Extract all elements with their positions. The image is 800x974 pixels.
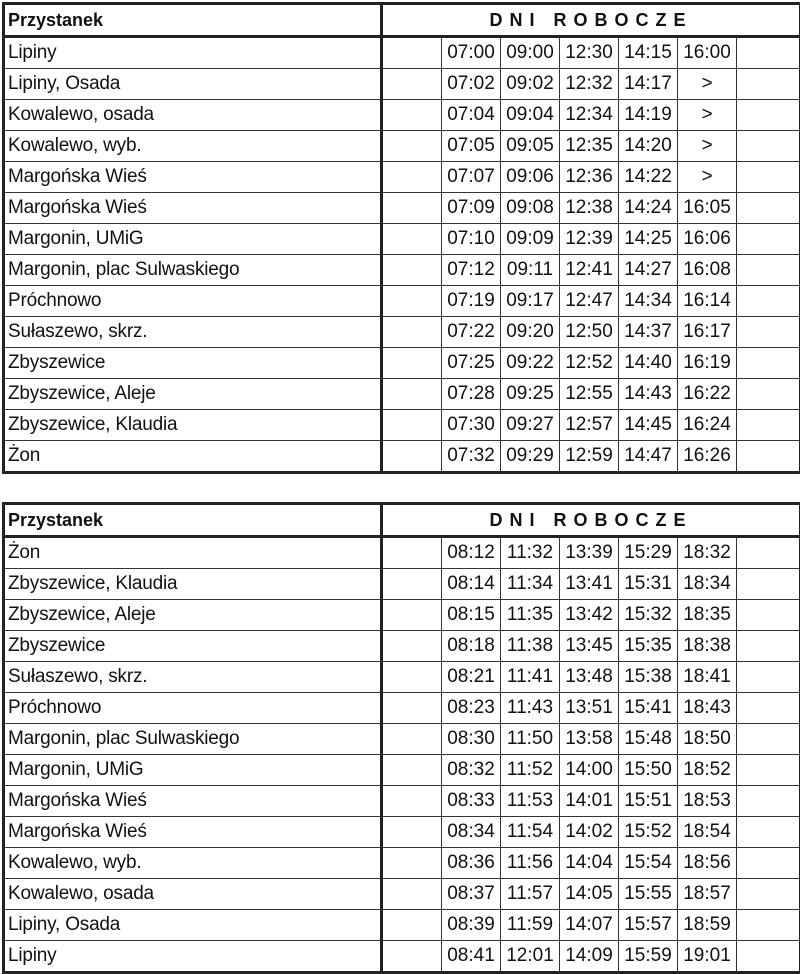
empty-cell: [737, 379, 800, 410]
timetable-body: [4, 37, 800, 473]
departure-time: 14:47: [619, 441, 678, 473]
timetable-outbound: [2, 2, 800, 474]
departure-time: 15:51: [619, 786, 678, 817]
departure-time: 13:45: [560, 631, 619, 662]
stop-name: Lipiny, Osada: [4, 910, 382, 941]
departure-time: 11:57: [501, 879, 560, 910]
departure-time: 11:50: [501, 724, 560, 755]
stop-name: Kowalewo, osada: [4, 100, 382, 131]
departure-time: 12:52: [560, 348, 619, 379]
departure-time: 08:41: [442, 941, 501, 973]
departure-time: 11:34: [501, 569, 560, 600]
departure-time: 15:59: [619, 941, 678, 973]
departure-time: 14:24: [619, 193, 678, 224]
empty-cell: [737, 162, 800, 193]
stop-column-header: Przystanek: [4, 504, 382, 537]
departure-time: 12:55: [560, 379, 619, 410]
departure-time: 19:01: [678, 941, 737, 973]
departure-time: 07:07: [442, 162, 501, 193]
weekdays-header: DNI ROBOCZE: [382, 504, 800, 537]
empty-cell: [737, 662, 800, 693]
stop-name: Margonin, plac Sulwaskiego: [4, 724, 382, 755]
stop-name: Margonin, UMiG: [4, 755, 382, 786]
empty-cell: [382, 662, 442, 693]
departure-time: 09:08: [501, 193, 560, 224]
departure-time: 16:26: [678, 441, 737, 473]
stop-name: Żon: [4, 537, 382, 569]
departure-time: 08:32: [442, 755, 501, 786]
departure-time: 12:30: [560, 37, 619, 69]
stop-name: Zbyszewice, Klaudia: [4, 410, 382, 441]
departure-time: 18:53: [678, 786, 737, 817]
empty-cell: [382, 162, 442, 193]
departure-time: 16:22: [678, 379, 737, 410]
departure-time: 08:14: [442, 569, 501, 600]
empty-cell: [737, 441, 800, 473]
table-row: [4, 317, 800, 348]
empty-cell: [737, 69, 800, 100]
departure-time: 15:54: [619, 848, 678, 879]
departure-time: 15:32: [619, 600, 678, 631]
departure-time: 13:58: [560, 724, 619, 755]
empty-cell: [382, 848, 442, 879]
departure-time: 16:19: [678, 348, 737, 379]
departure-time: 18:59: [678, 910, 737, 941]
departure-time: 14:25: [619, 224, 678, 255]
empty-cell: [382, 817, 442, 848]
empty-cell: [382, 910, 442, 941]
stop-name: Lipiny: [4, 941, 382, 973]
stop-name: Sułaszewo, skrz.: [4, 662, 382, 693]
empty-cell: [382, 441, 442, 473]
empty-cell: [382, 286, 442, 317]
departure-time: 16:17: [678, 317, 737, 348]
departure-time: 13:48: [560, 662, 619, 693]
empty-cell: [382, 569, 442, 600]
departure-time: 08:33: [442, 786, 501, 817]
empty-cell: [737, 286, 800, 317]
departure-time: 12:01: [501, 941, 560, 973]
empty-cell: [737, 317, 800, 348]
departure-time: 16:06: [678, 224, 737, 255]
empty-cell: [737, 131, 800, 162]
table-row: [4, 193, 800, 224]
departure-time: >: [678, 131, 737, 162]
table-row: [4, 600, 800, 631]
empty-cell: [737, 37, 800, 69]
empty-cell: [382, 379, 442, 410]
departure-time: 09:04: [501, 100, 560, 131]
timetable-header-row: [4, 504, 800, 537]
departure-time: >: [678, 100, 737, 131]
departure-time: 09:17: [501, 286, 560, 317]
empty-cell: [737, 848, 800, 879]
departure-time: 12:39: [560, 224, 619, 255]
empty-cell: [737, 879, 800, 910]
departure-time: 11:59: [501, 910, 560, 941]
departure-time: 16:24: [678, 410, 737, 441]
departure-time: 08:23: [442, 693, 501, 724]
departure-time: 12:38: [560, 193, 619, 224]
departure-time: 14:20: [619, 131, 678, 162]
empty-cell: [737, 910, 800, 941]
stop-name: Margońska Wieś: [4, 786, 382, 817]
table-row: [4, 100, 800, 131]
empty-cell: [382, 786, 442, 817]
departure-time: 07:02: [442, 69, 501, 100]
stop-name: Kowalewo, wyb.: [4, 131, 382, 162]
departure-time: 11:56: [501, 848, 560, 879]
departure-time: 14:04: [560, 848, 619, 879]
departure-time: 09:06: [501, 162, 560, 193]
departure-time: 09:00: [501, 37, 560, 69]
departure-time: 14:17: [619, 69, 678, 100]
stop-name: Próchnowo: [4, 286, 382, 317]
stop-name: Żon: [4, 441, 382, 473]
departure-time: 09:02: [501, 69, 560, 100]
timetable-body: [4, 537, 800, 973]
empty-cell: [382, 537, 442, 569]
departure-time: 08:37: [442, 879, 501, 910]
table-row: [4, 693, 800, 724]
table-row: [4, 817, 800, 848]
departure-time: 15:41: [619, 693, 678, 724]
departure-time: 14:15: [619, 37, 678, 69]
stop-name: Kowalewo, wyb.: [4, 848, 382, 879]
departure-time: 11:54: [501, 817, 560, 848]
table-row: [4, 755, 800, 786]
empty-cell: [737, 817, 800, 848]
departure-time: 14:40: [619, 348, 678, 379]
stop-name: Sułaszewo, skrz.: [4, 317, 382, 348]
table-row: [4, 941, 800, 973]
empty-cell: [737, 755, 800, 786]
departure-time: 09:22: [501, 348, 560, 379]
departure-time: 08:36: [442, 848, 501, 879]
departure-time: 07:25: [442, 348, 501, 379]
empty-cell: [737, 786, 800, 817]
departure-time: 15:55: [619, 879, 678, 910]
departure-time: 18:56: [678, 848, 737, 879]
timetable-return: [2, 502, 800, 974]
table-row: [4, 537, 800, 569]
departure-time: 09:20: [501, 317, 560, 348]
table-row: [4, 348, 800, 379]
stop-name: Zbyszewice, Aleje: [4, 379, 382, 410]
departure-time: 07:22: [442, 317, 501, 348]
table-row: [4, 786, 800, 817]
departure-time: 13:39: [560, 537, 619, 569]
departure-time: 11:38: [501, 631, 560, 662]
empty-cell: [382, 255, 442, 286]
table-row: [4, 910, 800, 941]
departure-time: 15:52: [619, 817, 678, 848]
departure-time: 08:21: [442, 662, 501, 693]
departure-time: 08:39: [442, 910, 501, 941]
departure-time: 12:47: [560, 286, 619, 317]
departure-time: 13:41: [560, 569, 619, 600]
empty-cell: [382, 941, 442, 973]
departure-time: 14:02: [560, 817, 619, 848]
table-row: [4, 569, 800, 600]
departure-time: 14:01: [560, 786, 619, 817]
table-row: [4, 379, 800, 410]
departure-time: 14:34: [619, 286, 678, 317]
empty-cell: [737, 693, 800, 724]
departure-time: 09:25: [501, 379, 560, 410]
departure-time: 16:14: [678, 286, 737, 317]
departure-time: 18:32: [678, 537, 737, 569]
departure-time: 15:31: [619, 569, 678, 600]
departure-time: 08:18: [442, 631, 501, 662]
empty-cell: [737, 193, 800, 224]
empty-cell: [382, 724, 442, 755]
departure-time: 11:52: [501, 755, 560, 786]
empty-cell: [737, 600, 800, 631]
departure-time: 08:34: [442, 817, 501, 848]
empty-cell: [382, 131, 442, 162]
departure-time: 07:05: [442, 131, 501, 162]
departure-time: 14:09: [560, 941, 619, 973]
table-row: [4, 662, 800, 693]
stop-name: Zbyszewice: [4, 631, 382, 662]
table-row: [4, 848, 800, 879]
departure-time: 14:07: [560, 910, 619, 941]
departure-time: 14:00: [560, 755, 619, 786]
departure-time: 15:35: [619, 631, 678, 662]
departure-time: 15:50: [619, 755, 678, 786]
stop-name: Zbyszewice, Klaudia: [4, 569, 382, 600]
empty-cell: [382, 631, 442, 662]
departure-time: 09:11: [501, 255, 560, 286]
departure-time: 16:00: [678, 37, 737, 69]
departure-time: 12:32: [560, 69, 619, 100]
timetable-header-row: [4, 4, 800, 37]
table-row: [4, 37, 800, 69]
departure-time: 07:28: [442, 379, 501, 410]
empty-cell: [737, 631, 800, 662]
empty-cell: [382, 69, 442, 100]
departure-time: 12:35: [560, 131, 619, 162]
departure-time: 09:27: [501, 410, 560, 441]
departure-time: 09:05: [501, 131, 560, 162]
departure-time: 11:43: [501, 693, 560, 724]
departure-time: 15:38: [619, 662, 678, 693]
departure-time: 14:45: [619, 410, 678, 441]
departure-time: 12:41: [560, 255, 619, 286]
departure-time: 12:50: [560, 317, 619, 348]
table-row: [4, 255, 800, 286]
empty-cell: [382, 755, 442, 786]
stop-name: Lipiny: [4, 37, 382, 69]
departure-time: 13:42: [560, 600, 619, 631]
departure-time: 18:43: [678, 693, 737, 724]
departure-time: 11:53: [501, 786, 560, 817]
table-row: [4, 224, 800, 255]
empty-cell: [737, 941, 800, 973]
departure-time: 16:08: [678, 255, 737, 286]
departure-time: 07:04: [442, 100, 501, 131]
departure-time: 18:52: [678, 755, 737, 786]
departure-time: 07:09: [442, 193, 501, 224]
stop-name: Margońska Wieś: [4, 162, 382, 193]
stop-name: Próchnowo: [4, 693, 382, 724]
empty-cell: [382, 410, 442, 441]
departure-time: 16:05: [678, 193, 737, 224]
stop-name: Kowalewo, osada: [4, 879, 382, 910]
empty-cell: [382, 879, 442, 910]
empty-cell: [737, 537, 800, 569]
empty-cell: [737, 569, 800, 600]
empty-cell: [382, 693, 442, 724]
departure-time: 09:09: [501, 224, 560, 255]
departure-time: 08:12: [442, 537, 501, 569]
departure-time: 12:36: [560, 162, 619, 193]
departure-time: 12:57: [560, 410, 619, 441]
table-row: [4, 879, 800, 910]
departure-time: 14:05: [560, 879, 619, 910]
table-row: [4, 441, 800, 473]
departure-time: 11:35: [501, 600, 560, 631]
table-row: [4, 162, 800, 193]
departure-time: >: [678, 69, 737, 100]
departure-time: 07:00: [442, 37, 501, 69]
table-row: [4, 69, 800, 100]
departure-time: 12:34: [560, 100, 619, 131]
departure-time: 14:27: [619, 255, 678, 286]
departure-time: 15:29: [619, 537, 678, 569]
stop-name: Zbyszewice: [4, 348, 382, 379]
departure-time: 18:54: [678, 817, 737, 848]
empty-cell: [382, 100, 442, 131]
departure-time: 14:19: [619, 100, 678, 131]
departure-time: 14:43: [619, 379, 678, 410]
empty-cell: [737, 410, 800, 441]
table-row: [4, 724, 800, 755]
departure-time: 18:34: [678, 569, 737, 600]
empty-cell: [737, 348, 800, 379]
departure-time: 07:32: [442, 441, 501, 473]
table-row: [4, 410, 800, 441]
stop-name: Margońska Wieś: [4, 193, 382, 224]
departure-time: 18:50: [678, 724, 737, 755]
departure-time: 18:57: [678, 879, 737, 910]
departure-time: 13:51: [560, 693, 619, 724]
departure-time: 08:15: [442, 600, 501, 631]
departure-time: 12:59: [560, 441, 619, 473]
departure-time: 14:22: [619, 162, 678, 193]
stop-name: Margonin, plac Sulwaskiego: [4, 255, 382, 286]
empty-cell: [382, 224, 442, 255]
departure-time: 08:30: [442, 724, 501, 755]
table-row: [4, 131, 800, 162]
empty-cell: [737, 255, 800, 286]
stop-name: Margonin, UMiG: [4, 224, 382, 255]
table-row: [4, 631, 800, 662]
departure-time: 15:57: [619, 910, 678, 941]
empty-cell: [737, 100, 800, 131]
empty-cell: [382, 317, 442, 348]
empty-cell: [382, 193, 442, 224]
departure-time: 18:41: [678, 662, 737, 693]
departure-time: 07:12: [442, 255, 501, 286]
departure-time: 07:10: [442, 224, 501, 255]
departure-time: 15:48: [619, 724, 678, 755]
stop-name: Zbyszewice, Aleje: [4, 600, 382, 631]
departure-time: 11:41: [501, 662, 560, 693]
departure-time: 18:38: [678, 631, 737, 662]
departure-time: 18:35: [678, 600, 737, 631]
stop-name: Margońska Wieś: [4, 817, 382, 848]
departure-time: 14:37: [619, 317, 678, 348]
empty-cell: [382, 600, 442, 631]
departure-time: >: [678, 162, 737, 193]
empty-cell: [382, 37, 442, 69]
stop-column-header: Przystanek: [4, 4, 382, 37]
table-row: [4, 286, 800, 317]
departure-time: 11:32: [501, 537, 560, 569]
weekdays-header: DNI ROBOCZE: [382, 4, 800, 37]
departure-time: 09:29: [501, 441, 560, 473]
departure-time: 07:30: [442, 410, 501, 441]
empty-cell: [737, 724, 800, 755]
empty-cell: [737, 224, 800, 255]
departure-time: 07:19: [442, 286, 501, 317]
empty-cell: [382, 348, 442, 379]
stop-name: Lipiny, Osada: [4, 69, 382, 100]
